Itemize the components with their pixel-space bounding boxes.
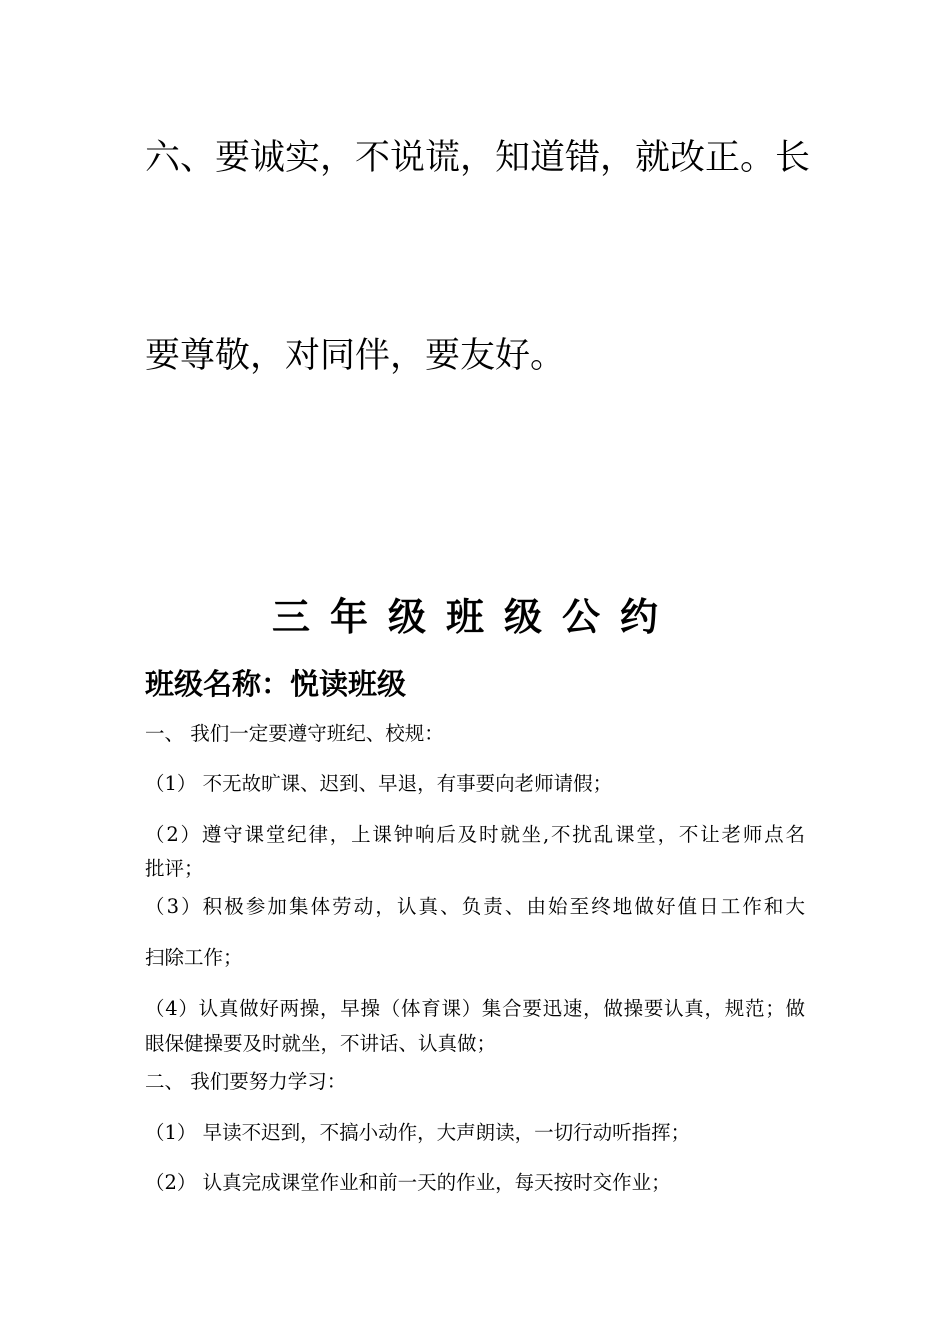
list-item: （2） 认真完成课堂作业和前一天的作业，每天按时交作业；	[145, 1171, 671, 1194]
rule-six-line-1: 六、要诚实，不说谎，知道错，就改正。长	[145, 138, 811, 178]
rule-six-line-2: 要尊敬，对同伴，要友好。	[145, 336, 566, 376]
list-item: （1） 不无故旷课、迟到、早退，有事要向老师请假；	[145, 772, 613, 795]
list-item: 眼保健操要及时就坐，不讲话、认真做；	[145, 1032, 497, 1055]
section-heading-1: 一、 我们一定要遵守班纪、校规：	[145, 722, 444, 745]
section-heading-2: 二、 我们要努力学习：	[145, 1070, 347, 1093]
list-item: 扫除工作；	[145, 946, 243, 969]
page-title: 三年级班级公约	[271, 595, 678, 639]
list-item: （1） 早读不迟到，不搞小动作，大声朗读，一切行动听指挥；	[145, 1121, 691, 1144]
class-name: 班级名称：悦读班级	[145, 667, 407, 701]
list-item: （2）遵守课堂纪律，上课钟响后及时就坐,不扰乱课堂，不让老师点名	[145, 823, 805, 846]
list-item: （3）积极参加集体劳动，认真、负责、由始至终地做好值日工作和大	[145, 895, 805, 918]
list-item: （4）认真做好两操，早操（体育课）集合要迅速，做操要认真，规范；做	[145, 997, 805, 1020]
list-item: 批评；	[145, 857, 204, 880]
